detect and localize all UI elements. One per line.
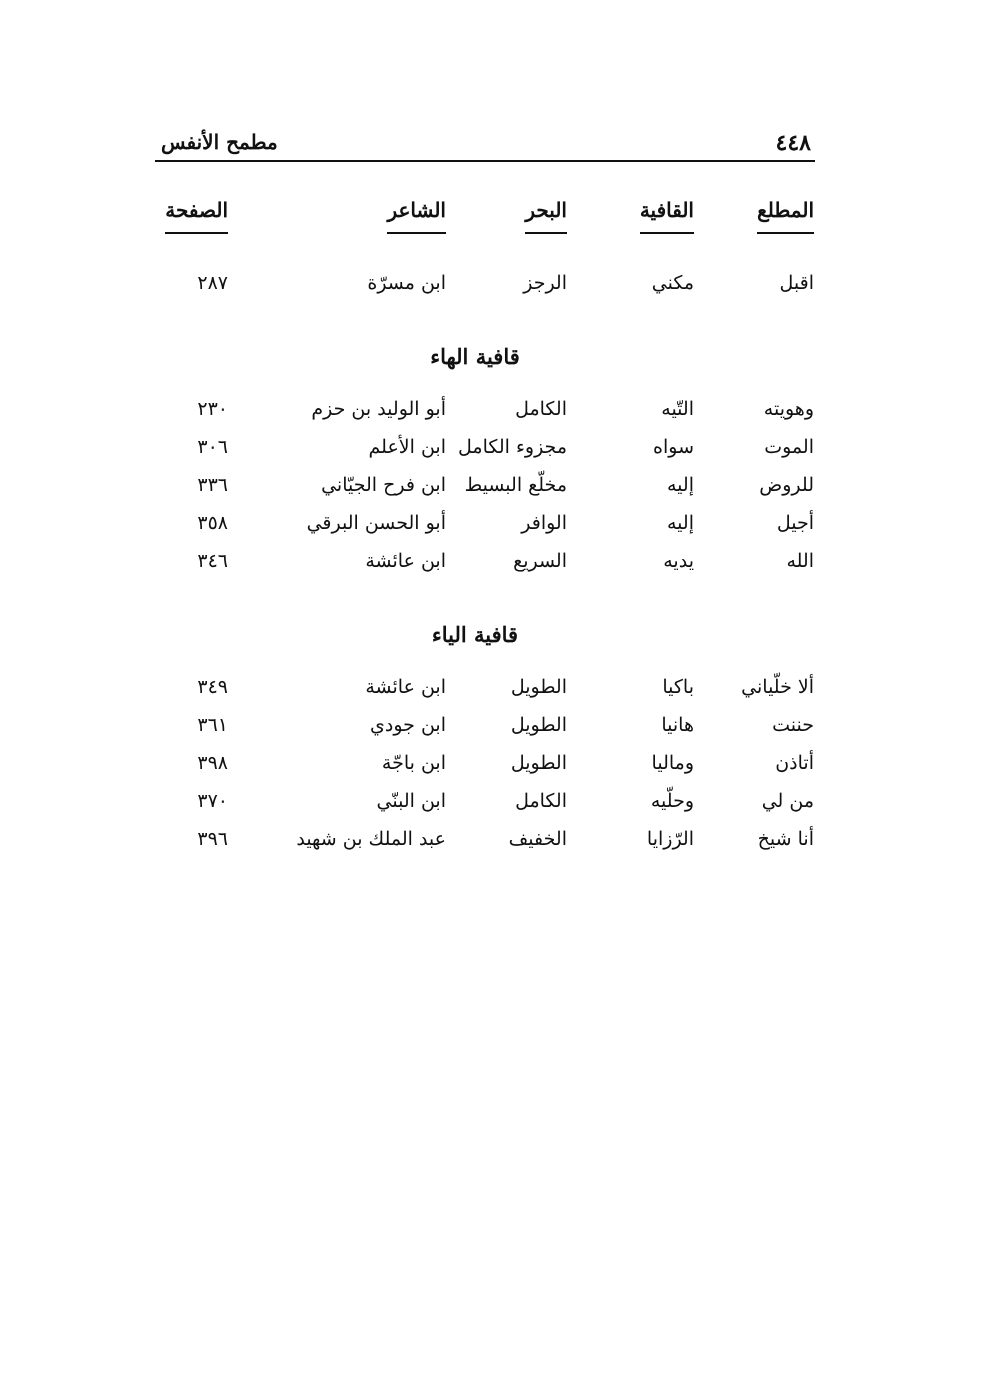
cell-qafiya: وحلّيه [650,790,694,812]
running-header [155,128,815,162]
cell-bahr: الكامل [515,398,567,420]
cell-shaer: ابن الأعلم [368,436,446,458]
section-title-ha: قافية الهاء [430,344,520,369]
cell-qafiya: هانيا [661,714,694,736]
cell-shaer: ابن البنّي [376,790,446,812]
column-header-safha: الصفحة [165,198,228,234]
cell-matla: حننت [772,714,814,736]
cell-shaer: أبو الحسن البرقي [306,512,446,534]
cell-matla: أنا شيخ [757,828,814,850]
cell-qafiya: التّيه [661,398,694,420]
cell-bahr: الطويل [510,714,567,736]
section-title-ya: قافية الياء [431,622,519,647]
cell-shaer: أبو الوليد بن حزم [311,398,446,420]
cell-qafiya: إليه [667,474,694,496]
cell-matla: من لي [761,790,814,812]
cell-matla: اقبل [779,272,814,294]
cell-safha: ٣٦١ [197,714,228,736]
cell-matla: أجيل [776,512,814,534]
column-header-qafiya: القافية [640,198,694,234]
cell-matla: الله [786,550,814,572]
cell-qafiya: إليه [667,512,694,534]
cell-shaer: ابن عائشة [365,676,446,698]
cell-safha: ٢٨٧ [197,272,228,294]
cell-bahr: مجزوء الكامل [458,436,567,458]
cell-safha: ٢٣٠ [197,398,228,420]
cell-bahr: الطويل [510,752,567,774]
cell-bahr: الخفيف [508,828,567,850]
cell-matla: وهويته [763,398,814,420]
cell-shaer: عبد الملك بن شهيد [296,828,446,850]
cell-qafiya: وماليا [651,752,694,774]
cell-bahr: الطويل [510,676,567,698]
cell-qafiya: باكيا [662,676,694,698]
cell-shaer: ابن عائشة [365,550,446,572]
column-header-matla: المطلع [757,198,814,234]
cell-matla: للروض [759,474,814,496]
cell-safha: ٣٠٦ [197,436,228,458]
cell-shaer: ابن فرح الجيّاني [321,474,446,496]
column-header-bahr: البحر [525,198,567,234]
cell-bahr: مخلّع البسيط [464,474,567,496]
cell-safha: ٣٧٠ [197,790,228,812]
cell-safha: ٣٤٩ [197,676,228,698]
book-title: مطمح الأنفس [161,130,278,154]
cell-safha: ٣٤٦ [197,550,228,572]
cell-safha: ٣٩٦ [197,828,228,850]
cell-qafiya: سواه [653,436,694,458]
cell-matla: ألا خلّياني [741,676,814,698]
cell-shaer: ابن باجّة [381,752,446,774]
column-header-shaer: الشاعر [387,198,446,234]
cell-safha: ٣٥٨ [197,512,228,534]
cell-safha: ٣٩٨ [197,752,228,774]
page-number: ٤٤٨ [775,130,811,156]
cell-qafiya: يديه [663,550,694,572]
cell-bahr: الرجز [523,272,567,294]
cell-shaer: ابن جودي [370,714,446,736]
cell-bahr: السريع [513,550,567,572]
cell-bahr: الكامل [515,790,567,812]
cell-safha: ٣٣٦ [197,474,228,496]
cell-matla: أتاذن [775,752,814,774]
cell-bahr: الوافر [521,512,567,534]
cell-qafiya: مكني [651,272,694,294]
cell-qafiya: الرّزايا [646,828,694,850]
cell-matla: الموت [764,436,814,458]
cell-shaer: ابن مسرّة [367,272,446,294]
